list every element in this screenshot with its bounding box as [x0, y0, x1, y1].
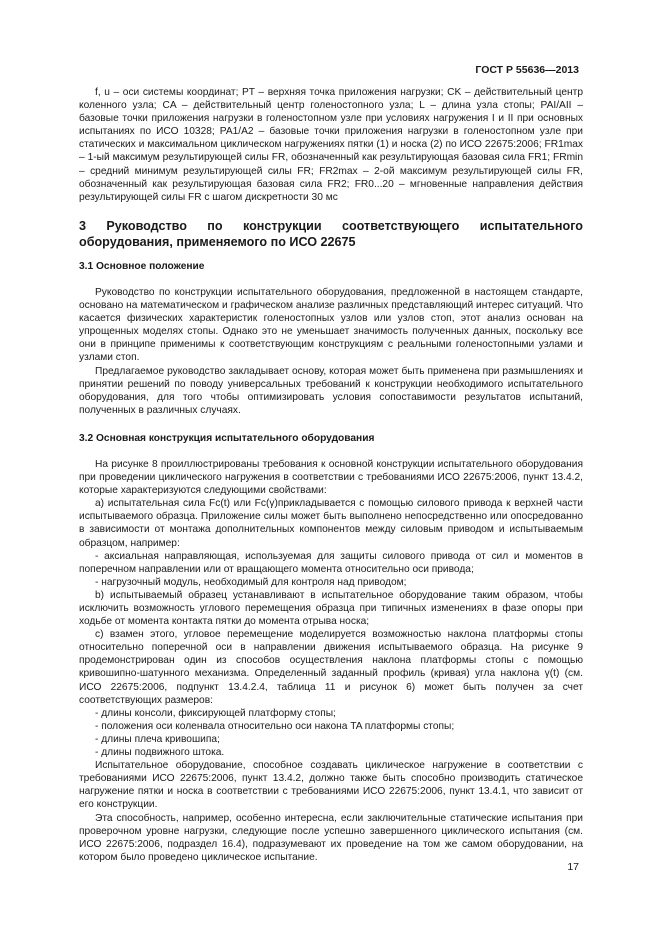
subsection-3-1-heading: 3.1 Основное положение	[79, 260, 205, 272]
section-3-heading: 3 Руководство по конструкции соответствующего испытательного оборудования, применяемого по ИСО 22675	[79, 218, 583, 249]
list-item: - аксиальная направляющая, используемая для защиты силового привода от сил и моментов в поперечном направлении или от вращающего момента относительно оси привода;	[79, 550, 583, 575]
list-item: - нагрузочный модуль, необходимый для контроля над приводом;	[95, 576, 407, 588]
list-item: а) испытательная сила Fc(t) или Fc(γ)прикладывается с помощью силового привода к верхней части испытываемого образца. Приложение силы может быть выполнено непосредственно или опосредованно в зависимости от монтажа дополнительных компонентов между силовым приводом и испытываемым образцом, например:	[79, 498, 583, 549]
list-item: - длины подвижного штока.	[95, 747, 225, 759]
page-number: 17	[567, 861, 579, 873]
subsection-3-2-heading: 3.2 Основная конструкция испытательного оборудования	[79, 432, 375, 444]
paragraph: На рисунке 8 проиллюстрированы требования к основной конструкции испытательного оборудования при проведении циклического нагружения в соответствии с требованиями ИСО 22675:2006, пункт 13.4.2, которые характеризуются следующими свойствами:	[79, 458, 583, 497]
paragraph: Руководство по конструкции испытательного оборудования, предложенной в настоящем стандарте, основано на математическом и графическом анализе различных представляющий интерес ситуаций. Что касается физических характеристик голеностопных узлов или узлов стоп, этот анализ основан на упрощенных моделях стопы. Однако это не уменьшает значимость полученных данных, поскольку все они в принципе применимы к соответствующим конструкциям с реальными голеностопными узлами и узлами стоп.	[79, 286, 583, 364]
list-item: - положения оси коленвала относительно оси накона TA платформы стопы;	[95, 720, 455, 732]
list-item: с) взамен этого, угловое перемещение моделируется возможностью наклона платформы стопы относительно поперечной оси в направлении движения испытываемого образца. На рисунке 9 продемонстрирован один из способов осуществления наклона платформы стопы с помощью кривошипно-шатунного механизма. Определенный заданный профиль (кривая) угла наклона γ(t) (см. ИСО 22675:2006, подпункт 13.4.2.4, таблица 11 и рисунок 6) может быть получен за счет соответствующих размеров:	[79, 629, 583, 706]
list-item: - длины плеча кривошипа;	[95, 733, 220, 745]
legend-paragraph: f, u – оси системы координат; PT – верхняя точка приложения нагрузки; CK – действительный центр коленного узла; CA – действительный центр голеностопного узла; L – длина узла стопы; PAI/AII – базовые точки приложения нагрузки в голеностопном узле при условиях нагружения I и II при основных испытаниях по ИСО 10328; PA1/A2 – базовые точки приложения нагрузки в голеностопном узле при статических и максимальном циклическом нагружениях пятки (1) и носка (2) по ИСО 22675:2006; FR1max – 1-ый максимум результирующей силы FR, обозначенный как результирующая базовая сила FR1; FRmin – средний минимум результирующей силы FR; FR2max – 2-ой максимум результирующей силы FR, обозначенный как результирующая базовая сила FR2; FR0...20 – мгновенные направления действия результирующей силы FR с шагом дискретности 30 мс	[79, 87, 583, 203]
paragraph: Предлагаемое руководство закладывает основу, которая может быть применена при размышлениях и принятии решений по поводу универсальных требований к конструкции необходимого испытательного оборудования, для того чтобы оптимизировать условия сопоставимости результатов испытаний, полученных в различных случаях.	[79, 365, 583, 416]
paragraph: Испытательное оборудование, способное создавать циклическое нагружение в соответствии с требованиями ИСО 22675:2006, пункт 13.4.2, должно также быть способно производить статическое нагружение пятки и носка в соответствии с требованиями ИСО 22675:2006, пункт 13.4.1, что зависит от его конструкции.	[79, 760, 583, 811]
paragraph: Эта способность, например, особенно интересна, если заключительные статические испытания при проверочном уровне нагрузки, следующие после успешно завершенного циклического испытания (см. ИСО 22675:2006, подраздел 16.4), подразумевают их проведение на том же самом оборудовании, на котором было проведено циклическое испытание.	[79, 812, 583, 863]
list-item: b) испытываемый образец устанавливают в испытательное оборудование таким образом, чтобы исключить возможность углового перемещения образца при типичных изменениях в фазе опоры при ходьбе от момента контакта пятки до момента отрыва носка;	[79, 589, 583, 628]
list-item: - длины консоли, фиксирующей платформу стопы;	[95, 707, 336, 719]
page-body	[79, 86, 583, 864]
standard-header: ГОСТ Р 55636—2013	[475, 64, 579, 76]
